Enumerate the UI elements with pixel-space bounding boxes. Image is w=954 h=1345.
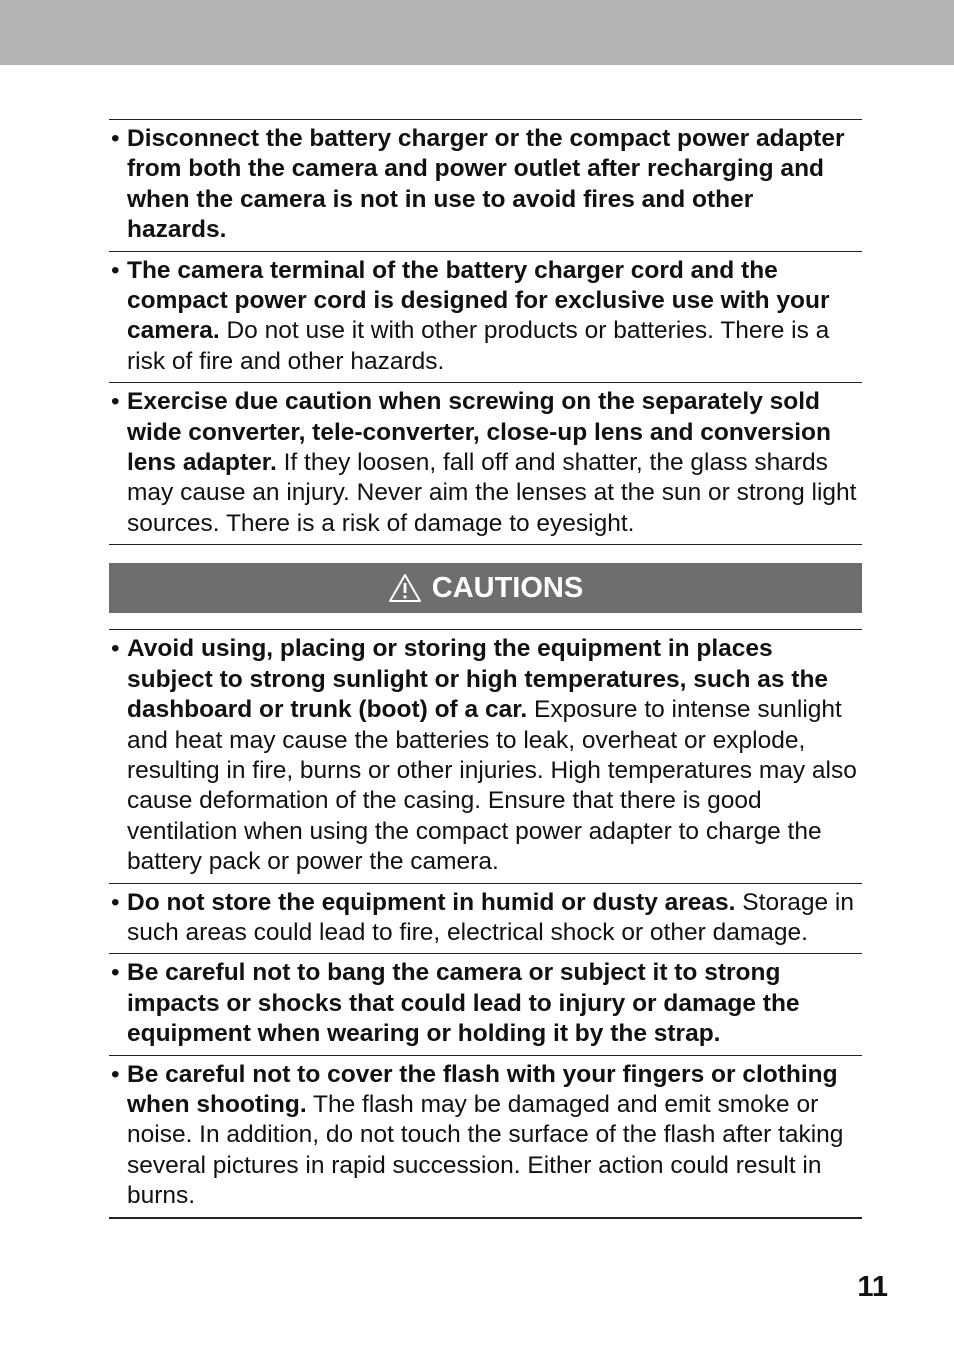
item-text: Exposure to intense sunlight and heat may cause the batteries to leak, overheat or explode, resulting in fire, burns or other injuries. High temperatures may also cause deformation of the casing. Ensure that there is good ventilation when using the compact power adapter to charge the battery pack or power the camera. [127, 696, 857, 876]
bullet: • [111, 1060, 120, 1088]
warnings-list [109, 119, 862, 545]
page-content [109, 119, 862, 1219]
cautions-list [109, 629, 862, 1218]
bullet: • [111, 635, 120, 663]
bullet: • [111, 959, 120, 987]
item-bold-text: Be careful not to bang the camera or subject it to strong impacts or shocks that could lead to injury or damage the equipment when wearing or holding it by the strap. [127, 959, 800, 1048]
list-item [109, 120, 862, 252]
item-bold-text: Exercise due caution when screwing on the separately sold wide converter, tele-converter, close-up lens and conversion lens adapter. [127, 388, 831, 477]
item-bold-text: Avoid using, placing or storing the equipment in places subject to strong sunlight or high temperatures, such as the dashboard or trunk (boot) of a car. [127, 635, 829, 724]
list-item [109, 884, 862, 955]
item-bold-text: Be careful not to cover the flash with your fingers or clothing when shooting. [127, 1060, 838, 1118]
item-text: Storage in such areas could lead to fire, electrical shock or other damage. [127, 888, 854, 946]
header-band [0, 0, 954, 65]
warning-triangle-icon [388, 573, 422, 603]
bullet: • [111, 256, 120, 284]
list-item [109, 630, 862, 883]
cautions-heading: CAUTIONS [431, 571, 584, 604]
list-item [109, 383, 862, 545]
item-bold-text: Disconnect the battery charger or the compact power adapter from both the camera and power outlet after recharging and when the camera is not in use to avoid fires and other hazards. [127, 125, 845, 244]
item-text: If they loosen, fall off and shatter, the glass shards may cause an injury. Never aim the lenses at the sun or strong light sources. There is a risk of damage to eyesight. [127, 449, 857, 537]
item-bold-text: Do not store the equipment in humid or dusty areas. [127, 888, 736, 916]
list-item [109, 252, 862, 384]
bullet: • [111, 125, 120, 152]
item-bold-text: The camera terminal of the battery charger cord and the compact power cord is designed for exclusive use with your camera. [127, 256, 830, 345]
item-text: The flash may be damaged and emit smoke or noise. In addition, do not touch the surface of the flash after taking several pictures in rapid succession. Either action could result in burns. [127, 1090, 844, 1210]
list-item [109, 954, 862, 1055]
bullet: • [111, 888, 120, 916]
page-number: 11 [857, 1271, 888, 1303]
cautions-banner [109, 563, 862, 613]
list-item [109, 1056, 862, 1219]
item-text: Do not use it with other products or batteries. There is a risk of fire and other hazards. [127, 317, 830, 375]
bullet: • [111, 388, 120, 416]
